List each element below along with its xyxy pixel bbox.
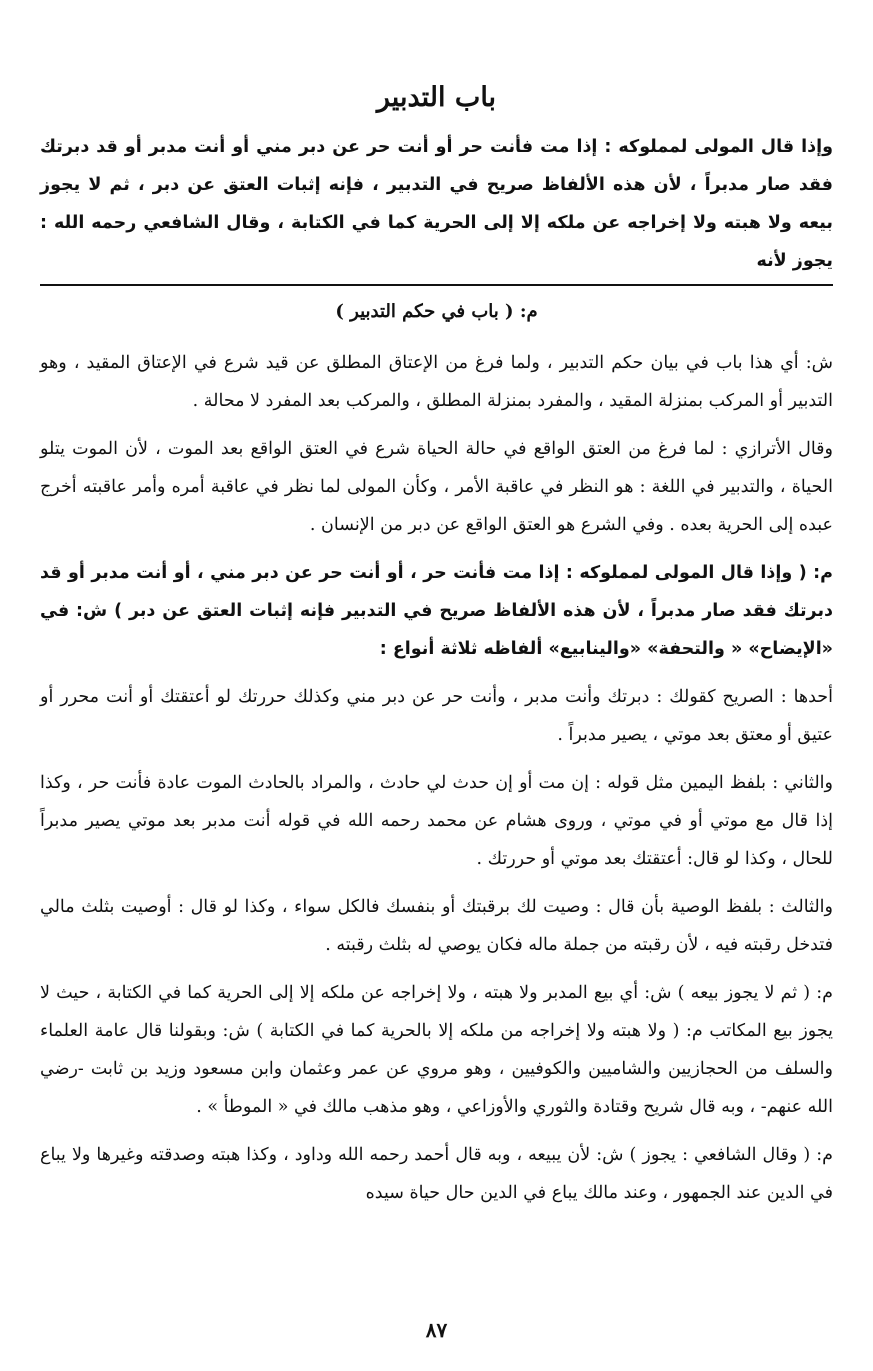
chapter-title: باب التدبير	[376, 82, 497, 113]
commentary-paragraph: ش: أي هذا باب في بيان حكم التدبير ، ولما فرغ من الإعتاق المطلق عن قيد شرع في الإعتاق المقيد ، وهو التدبير أو المركب بمنزلة المقيد ، والمفرد بمنزلة المطلق ، والمركب بعد المفرد لا محالة .	[40, 353, 833, 411]
matn-text: وإذا قال المولى لمملوكه : إذا مت فأنت حر أو أنت حر عن دبر مني أو أنت مدبر أو قد دبرتك فقد صار مدبراً ، لأن هذه الألفاظ صريح في التدبير ، فإنه إثبات العتق عن دبر ، ثم لا يجوز بيعه ولا هبته ولا إخراجه عن ملكه إلا إلى الحرية كما في الكتابة ، وقال الشافعي رحمه الله : يجوز لأنه	[40, 137, 833, 271]
commentary-paragraph: م: ( ثم لا يجوز بيعه ) ش: أي بيع المدبر ولا هبته ، ولا إخراجه عن ملكه إلا إلى الحرية كما في الكتابة ، حيث لا يجوز بيع المكاتب م: ( ولا هبته ولا إخراجه من ملكه إلا بالحرية كما في الكتابة ) ش: وبقولنا قال عامة العلماء والسلف من الحجازيين والشاميين والكوفيين ، وهو مروي عن عمر وعثمان وابن مسعود وزيد بن ثابت -رضي الله عنهم- ، وبه قال شريح وقتادة والثوري والأوزاعي ، وهو مذهب مالك في « الموطأ » .	[40, 983, 833, 1117]
section-subtitle: م: ( باب في حكم التدبير )	[335, 301, 538, 322]
page-body	[40, 70, 833, 1222]
commentary-paragraph: والثاني : بلفظ اليمين مثل قوله : إن مت أو إن حدث لي حادث ، والمراد بالحادث الموت عادة فأنت حر ، وكذا إذا قال مع موتي أو في موتي ، وروى هشام عن محمد رحمه الله في قوله أنت مدبر بعد موتي يصير مدبراً للحال ، وكذا لو قال: أعتقتك بعد موتي أو حررتك .	[40, 773, 833, 869]
commentary-paragraph: أحدها : الصريح كقولك : دبرتك وأنت مدبر ، وأنت حر عن دبر مني وكذلك حررتك لو أعتقتك أو أنت محرر أو عتيق أو معتق بعد موتي ، يصير مدبراً .	[40, 687, 833, 745]
separator-rule	[40, 284, 833, 286]
commentary-paragraph: والثالث : بلفظ الوصية بأن قال : وصيت لك برقبتك أو بنفسك فالكل سواء ، وكذا لو قال : أوصيت بثلث مالي فتدخل رقبته فيه ، لأن رقبته من جملة ماله فكان يوصي له بثلث رقبته .	[40, 897, 833, 955]
commentary-paragraph: م: ( وقال الشافعي : يجوز ) ش: لأن يبيعه ، وبه قال أحمد رحمه الله وداود ، وكذا هبته وصدقته وغيرها ولا يباع في الدين عند الجمهور ، وعند مالك يباع في الدين حال حياة سيده	[40, 1145, 833, 1203]
page-number: ٨٧	[425, 1318, 448, 1342]
commentary-paragraph: م: ( وإذا قال المولى لمملوكه : إذا مت فأنت حر ، أو أنت حر عن دبر مني ، أو أنت مدبر أو قد دبرتك فقد صار مدبراً ، لأن هذه الألفاظ صريح في التدبير فإنه إثبات العتق عن دبر ) ش: في «الإيضاح» « والتحفة» «والينابيع» ألفاظه ثلاثة أنواع :	[40, 563, 833, 659]
commentary-paragraph: وقال الأترازي : لما فرغ من العتق الواقع في حالة الحياة شرع في العتق الواقع بعد الموت ، لأن الموت يتلو الحياة ، والتدبير في اللغة : هو النظر في عاقبة الأمر ، وكأن المولى لما نظر في عاقبة أمره وأمر عاقبته أخرج عبده إلى الحرية بعده . وفي الشرع هو العتق الواقع عن دبر من الإنسان .	[40, 439, 833, 535]
